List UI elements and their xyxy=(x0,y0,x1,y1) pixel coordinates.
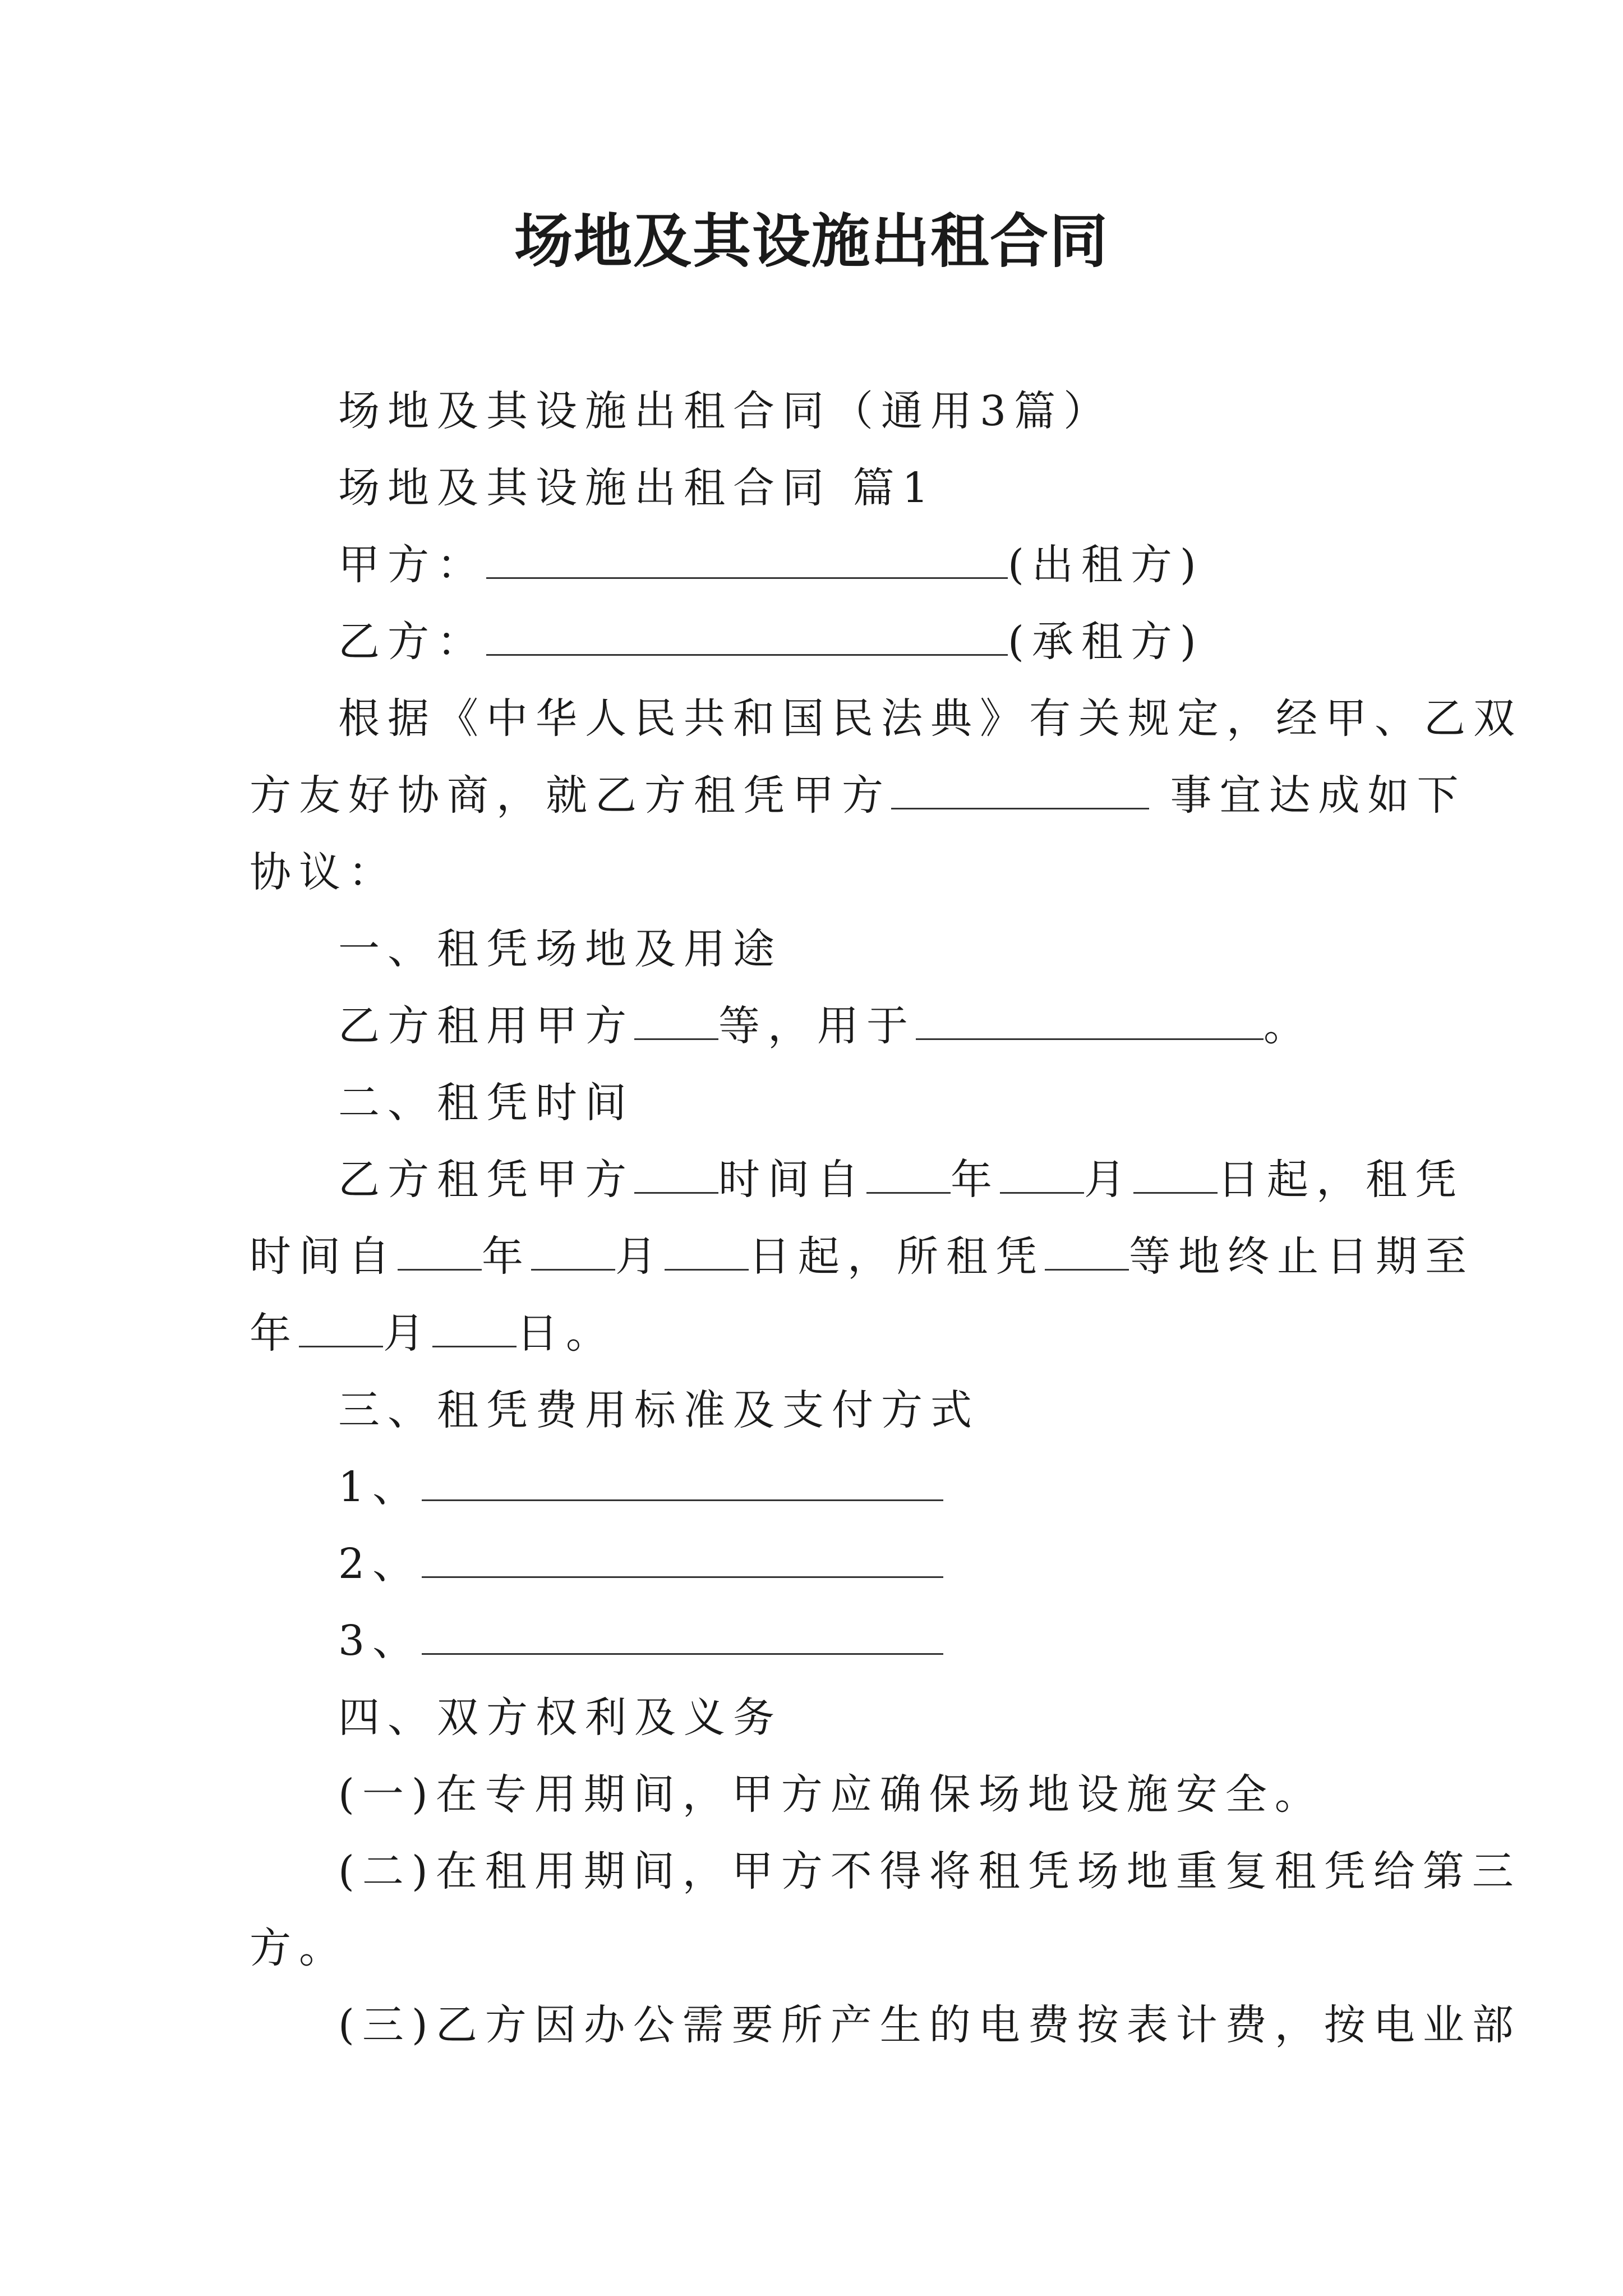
sec2-l2-text-b: 年 xyxy=(482,1232,531,1281)
sec2-l1-text-d: 月 xyxy=(1084,1156,1133,1204)
sec2-blank xyxy=(531,1235,615,1271)
party-a-blank xyxy=(486,544,1008,579)
party-b-role: (承租方) xyxy=(1008,618,1204,666)
sec2-l2-text-c: 月 xyxy=(615,1232,665,1281)
party-a-role: (出租方) xyxy=(1008,541,1204,589)
intro-text-b: 事宜达成如下 xyxy=(1149,771,1467,820)
section-1-line xyxy=(250,988,1382,1065)
section-3-item-2 xyxy=(250,1526,1382,1603)
section-2-line-3 xyxy=(250,1295,1382,1372)
sec2-l1-text-c: 年 xyxy=(951,1156,1000,1204)
section-4-item-1: (一)在专用期间，甲方应确保场地设施安全。 xyxy=(338,1770,1324,1819)
sec2-l1-text-e: 日起，租凭 xyxy=(1218,1156,1464,1204)
document-body xyxy=(250,373,1523,2064)
section-2-line-2 xyxy=(250,1218,1474,1295)
section-3-item-3 xyxy=(250,1603,1382,1680)
intro-line-2 xyxy=(250,757,1467,834)
sec3-item-blank xyxy=(422,1619,943,1655)
sec2-blank xyxy=(398,1235,482,1271)
party-b-blank xyxy=(486,620,1008,656)
sec2-l1-text-a: 乙方租凭甲方 xyxy=(338,1156,634,1204)
section-4-item-2-line-2: 方。 xyxy=(250,1924,348,1972)
document-title: 场地及其设施出租合同 xyxy=(514,206,1109,275)
party-b-label: 乙方： xyxy=(338,618,486,666)
section-1-title: 一、租凭场地及用途 xyxy=(338,925,782,973)
section-3-title: 三、租凭费用标准及支付方式 xyxy=(338,1386,980,1434)
sec2-blank xyxy=(299,1312,383,1347)
sec3-item-3-num: 3、 xyxy=(338,1617,422,1665)
sec2-l3-text-a: 年 xyxy=(250,1309,299,1358)
sec2-blank xyxy=(432,1312,517,1347)
sec2-l2-text-e: 等地终止日期至 xyxy=(1129,1232,1474,1281)
sec1-blank-2 xyxy=(916,1005,1264,1040)
section-2-line-1 xyxy=(250,1142,1464,1218)
sec2-blank xyxy=(1133,1158,1218,1194)
sec2-blank xyxy=(665,1235,749,1271)
sec3-item-1-num: 1、 xyxy=(338,1463,422,1511)
section-4-item-2-line-1: (二)在租用期间，甲方不得将租凭场地重复租凭给第三 xyxy=(338,1847,1521,1895)
sec2-blank xyxy=(1045,1235,1129,1271)
section-4-title: 四、双方权利及义务 xyxy=(338,1694,782,1742)
sec1-blank-1 xyxy=(634,1005,718,1040)
sec2-blank xyxy=(1000,1158,1084,1194)
intro-blank xyxy=(891,774,1149,809)
party-b-line xyxy=(250,604,1382,680)
sec1-text-b: 等，用于 xyxy=(718,1002,916,1050)
sec1-text-a: 乙方租用甲方 xyxy=(338,1002,634,1050)
intro-text-a: 方友好协商，就乙方租凭甲方 xyxy=(250,771,891,820)
sec2-blank xyxy=(866,1158,951,1194)
sec2-l3-text-c: 日。 xyxy=(517,1309,615,1358)
section-3-item-1 xyxy=(250,1449,1382,1526)
sec2-blank xyxy=(634,1158,718,1194)
sec3-item-2-num: 2、 xyxy=(338,1540,422,1588)
intro-line-1: 根据《中华人民共和国民法典》有关规定，经甲、乙双 xyxy=(338,694,1523,743)
subtitle-part1: 场地及其设施出租合同 篇1 xyxy=(338,464,937,512)
sec2-l2-text-d: 日起，所租凭 xyxy=(749,1232,1045,1281)
subtitle-general: 场地及其设施出租合同（通用3篇） xyxy=(338,387,1113,435)
sec1-text-c: 。 xyxy=(1264,1002,1313,1050)
party-a-label: 甲方： xyxy=(338,541,486,589)
sec2-l2-text-a: 时间自 xyxy=(250,1232,398,1281)
intro-line-3: 协议： xyxy=(250,848,398,896)
party-a-line xyxy=(250,527,1382,604)
section-2-title: 二、租凭时间 xyxy=(338,1079,634,1127)
sec3-item-blank xyxy=(422,1543,943,1578)
section-4-item-3-line-1: (三)乙方因办公需要所产生的电费按表计费，按电业部 xyxy=(338,2001,1521,2049)
sec2-l3-text-b: 月 xyxy=(383,1309,432,1358)
sec3-item-blank xyxy=(422,1466,943,1501)
sec2-l1-text-b: 时间自 xyxy=(718,1156,866,1204)
